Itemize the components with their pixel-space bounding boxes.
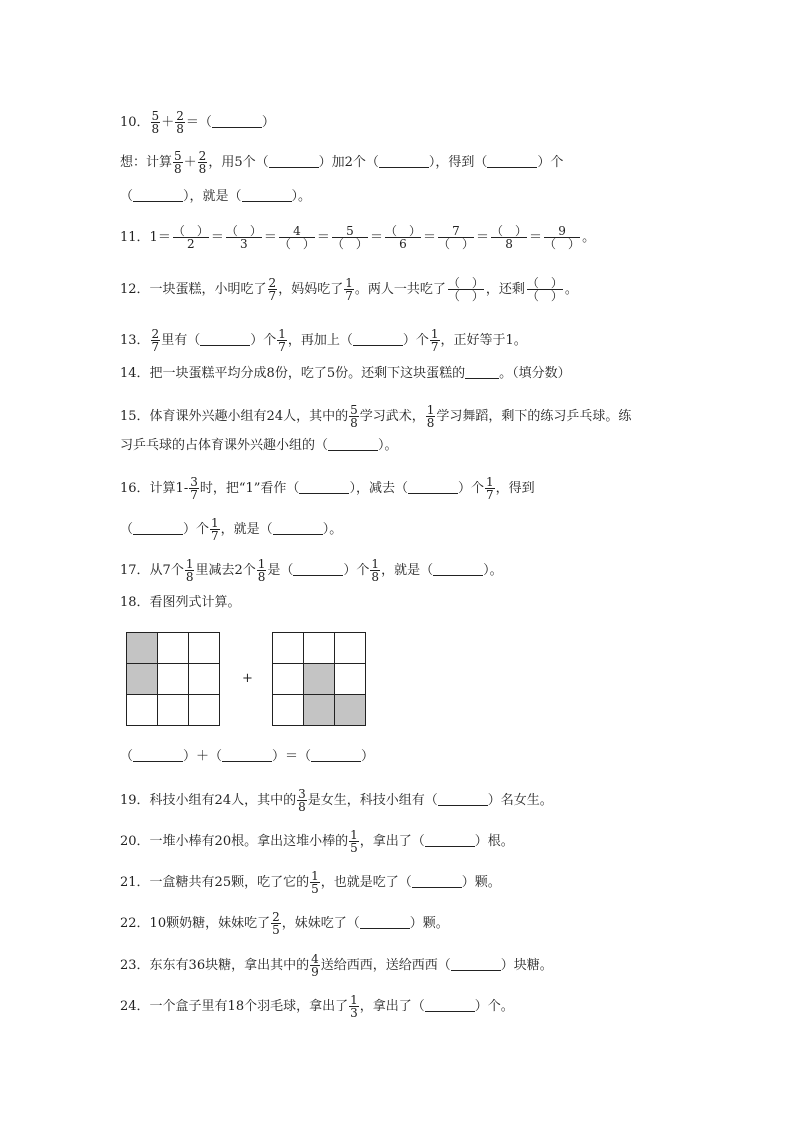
- answer-blank[interactable]: [451, 958, 501, 971]
- fraction[interactable]: （ ） 2: [172, 224, 209, 251]
- grid-cell-shaded: [335, 695, 366, 726]
- fraction: $\frac{2}{5}$: [272, 910, 280, 937]
- fraction: $\frac{1}{3}$: [350, 993, 358, 1020]
- fraction: $\frac{2}{7}$: [151, 327, 160, 354]
- fraction[interactable]: （ ） 6: [384, 224, 421, 251]
- question-21: 21．一盒糖共有25颗，吃了它的 $\frac{1}{5}$ ，也就是吃了（ ）颗。: [120, 869, 501, 896]
- question-24: 24．一个盒子里有18个羽毛球，拿出了 $\frac{1}{3}$ ，拿出了（ ）个。: [120, 993, 514, 1020]
- fraction: $\frac{1}{7}$: [278, 327, 286, 354]
- fraction-blank[interactable]: （ ） （ ）: [526, 276, 563, 303]
- question-19: 19．科技小组有24人，其中的 $\frac{3}{8}$ 是女生，科技小组有（ ）名女生。: [120, 787, 553, 814]
- fraction: $\frac{1}{8}$: [426, 403, 435, 430]
- answer-blank[interactable]: [328, 438, 378, 451]
- question-22: 22．10颗奶糖，妹妹吃了 $\frac{2}{5}$ ，妹妹吃了（ ）颗。: [120, 910, 449, 937]
- fraction: $\frac{1}{8}$: [257, 557, 266, 584]
- answer-blank[interactable]: [273, 522, 323, 535]
- grid-cell: [273, 664, 304, 695]
- fraction: $\frac{1}{5}$: [311, 869, 319, 896]
- grid-cell: [189, 664, 220, 695]
- question-number: 10．: [120, 115, 150, 130]
- fraction[interactable]: 9 （ ）: [544, 224, 581, 251]
- grid-cell: [158, 633, 189, 664]
- grid-cell: [273, 695, 304, 726]
- grid-cell: [335, 633, 366, 664]
- answer-blank[interactable]: [311, 749, 361, 762]
- question-23: 23．东东有36块糖，拿出其中的 $\frac{4}{9}$ 送给西西，送给西西（ ）块糖。: [120, 952, 553, 979]
- fraction[interactable]: 4 （ ）: [278, 224, 315, 251]
- fraction: $\frac{1}{7}$: [345, 276, 353, 303]
- fraction: $\frac{3}{8}$: [298, 787, 306, 814]
- fraction-grid-right: [272, 632, 366, 726]
- grid-cell: [304, 633, 335, 664]
- grid-cell: [158, 695, 189, 726]
- answer-blank[interactable]: [433, 563, 483, 576]
- answer-blank[interactable]: [133, 749, 183, 762]
- answer-blank[interactable]: [133, 522, 183, 535]
- question-17: 17．从7个 $\frac{1}{8}$ 里减去2个 $\frac{1}{8}$ 是（ ）个 $\frac{1}{8}$ ，就是（ ）。: [120, 557, 503, 584]
- fraction: $\frac{4}{9}$: [311, 952, 319, 979]
- answer-blank[interactable]: [200, 333, 250, 346]
- answer-blank[interactable]: [487, 155, 537, 168]
- fraction: $\frac{1}{8}$: [185, 557, 194, 584]
- question-16-cont: （ ）个 $\frac{1}{7}$ ，就是（ ）。: [120, 516, 343, 543]
- question-13: 13． $\frac{2}{7}$ 里有（ ）个 $\frac{1}{7}$ ，再加上（ ）个 $\frac{1}{7}$ ，正好等于1。: [120, 327, 527, 354]
- grid-cell-shaded: [304, 695, 335, 726]
- question-11: 11．1＝ （ ） 2 ＝ （ ） 3 ＝ 4 （ ） ＝ 5 （ ） ＝ （ ） 6 ＝ 7 （ ） ＝ （ ） 8 ＝ 9 （ ） 。: [120, 224, 596, 251]
- fraction: $\frac{2}{8}$: [176, 109, 184, 136]
- answer-blank[interactable]: [299, 481, 349, 494]
- grid-cell-shaded: [127, 633, 158, 664]
- fraction: $\frac{3}{7}$: [190, 475, 198, 502]
- fraction[interactable]: （ ） 3: [225, 224, 262, 251]
- answer-blank[interactable]: [412, 875, 462, 888]
- question-15: 15．体育课外兴趣小组有24人，其中的 $\frac{5}{8}$ 学习武术， $\frac{1}{8}$ 学习舞蹈，剩下的练习乒乓球。练: [120, 403, 632, 430]
- answer-blank[interactable]: [408, 481, 458, 494]
- fraction: $\frac{2}{7}$: [268, 276, 277, 303]
- answer-blank[interactable]: [425, 999, 475, 1012]
- answer-blank[interactable]: [222, 749, 272, 762]
- answer-blank[interactable]: [465, 366, 499, 379]
- answer-blank[interactable]: [425, 834, 475, 847]
- fraction: $\frac{2}{8}$: [198, 149, 207, 176]
- grid-cell: [189, 633, 220, 664]
- answer-blank[interactable]: [353, 333, 403, 346]
- fraction[interactable]: 5 （ ）: [331, 224, 368, 251]
- question-14: 14．把一块蛋糕平均分成8份，吃了5份。还剩下这块蛋糕的 。（填分数）: [120, 366, 571, 381]
- grid-cell: [189, 695, 220, 726]
- answer-blank[interactable]: [360, 916, 410, 929]
- answer-blank[interactable]: [379, 155, 429, 168]
- answer-blank[interactable]: [212, 115, 262, 128]
- fraction-grid-left: [126, 632, 220, 726]
- plus-sign: +: [242, 671, 253, 686]
- question-18-formula: （ ）＋（ ）＝（ ）: [120, 749, 375, 764]
- fraction: $\frac{1}{7}$: [211, 516, 219, 543]
- fraction: $\frac{5}{8}$: [151, 109, 160, 136]
- fraction-blank[interactable]: （ ） （ ）: [447, 276, 484, 303]
- question-15-cont: 习乒乓球的占体育课外兴趣小组的（ ）。: [120, 438, 398, 453]
- question-18-title: 18．看图列式计算。: [120, 595, 241, 610]
- fraction: $\frac{1}{7}$: [485, 475, 494, 502]
- question-10-hint: 想：计算 $\frac{5}{8}$ ＋ $\frac{2}{8}$ ，用5个（ ）加2个（ ），得到（ ）个: [120, 149, 564, 176]
- grid-cell: [273, 633, 304, 664]
- answer-blank[interactable]: [293, 563, 343, 576]
- fraction[interactable]: （ ） 8: [491, 224, 528, 251]
- question-10-hint-cont: （ ），就是（ ）。: [120, 189, 312, 204]
- fraction: $\frac{1}{8}$: [371, 557, 380, 584]
- grid-cell: [158, 664, 189, 695]
- fraction[interactable]: 7 （ ）: [437, 224, 474, 251]
- grid-cell: [335, 664, 366, 695]
- question-20: 20．一堆小棒有20根。拿出这堆小棒的 $\frac{1}{5}$ ，拿出了（ ）根。: [120, 828, 514, 855]
- answer-blank[interactable]: [269, 155, 319, 168]
- answer-blank[interactable]: [242, 189, 292, 202]
- fraction: $\frac{5}{8}$: [174, 149, 182, 176]
- question-12: 12．一块蛋糕，小明吃了 $\frac{2}{7}$ ，妈妈吃了 $\frac{1}{7}$ 。两人一共吃了 （ ） （ ） ，还剩 （ ） （ ） 。: [120, 276, 578, 303]
- fraction: $\frac{1}{7}$: [430, 327, 439, 354]
- answer-blank[interactable]: [438, 793, 488, 806]
- answer-blank[interactable]: [133, 189, 183, 202]
- grid-cell: [127, 695, 158, 726]
- grid-cell-shaded: [127, 664, 158, 695]
- fraction: $\frac{1}{5}$: [350, 828, 358, 855]
- question-16: 16．计算1- $\frac{3}{7}$ 时，把“1”看作（ ），减去（ ）个 $\frac{1}{7}$ ，得到: [120, 475, 535, 502]
- grid-cell-shaded: [304, 664, 335, 695]
- fraction: $\frac{5}{8}$: [350, 403, 358, 430]
- question-10: 10． $\frac{5}{8}$ ＋ $\frac{2}{8}$ ＝（ ）: [120, 109, 275, 136]
